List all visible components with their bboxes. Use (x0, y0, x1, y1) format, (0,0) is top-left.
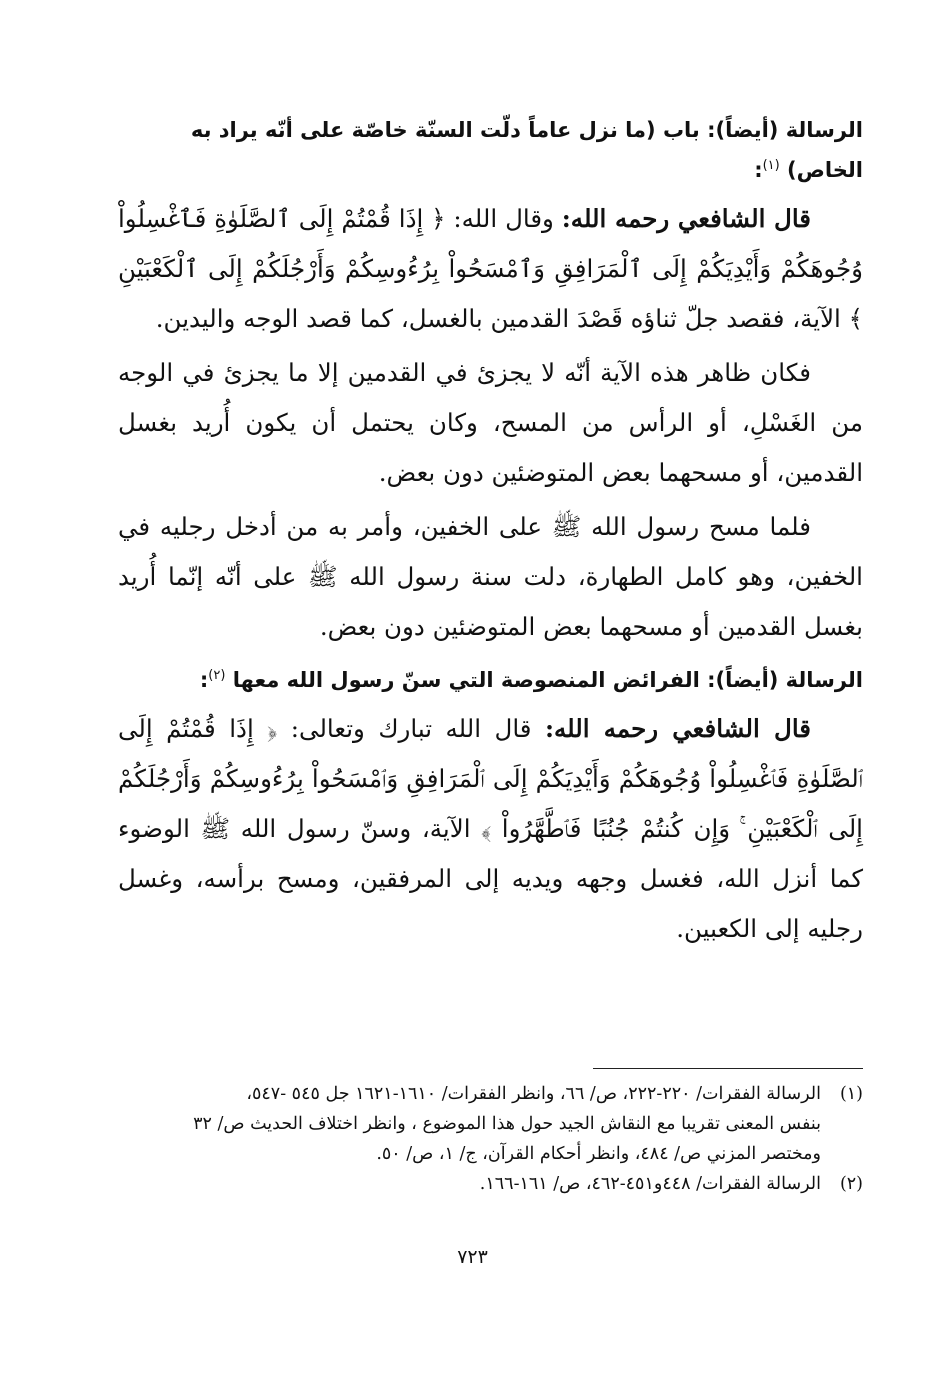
heading-colon: : (199, 668, 209, 692)
footnote-line (118, 1109, 863, 1139)
heading-colon: : (754, 158, 763, 182)
heading-text: الرسالة (أيضاً): باب (ما نزل عاماً دلّت السنّة خاصّة على أنّه يراد به الخاص) (190, 118, 863, 182)
paragraph-lead: قال الشافعي رحمه الله: (544, 714, 812, 743)
paragraph-text: وقال الله: ﴿ إِذَا قُمْتُمْ إِلَى ٱلصَّلَوٰةِ فَٱغْسِلُواْ وُجُوهَكُمْ وَأَيْدِيَكُمْ إِلَى ٱلْمَرَافِقِ وَٱمْسَحُواْ بِرُءُوسِكُمْ وَأَرْجُلَكُمْ إِلَى ٱلْكَعْبَيْنِ ﴾ الآية، فقصد جلّ ثناؤه قَصْدَ القدمين بالغسل، كما قصد الوجه واليدين. (118, 204, 863, 333)
footnote-text: الرسالة الفقرات/ ٢٢٠-٢٢٢، ص/ ٦٦، وانظر الفقرات/ ١٦١٠-١٦٢١ جل ٥٤٥ -٥٤٧، (246, 1084, 821, 1104)
paragraph-text: فلما مسح رسول الله ﷺ على الخفين، وأمر به من أدخل رجليه في الخفين، وهو كامل الطهارة، دلت سنة رسول الله ﷺ على أنّه إنّما أُريد بغسل القدمين أو مسحهما بعض المتوضئين دون بعض. (118, 512, 863, 641)
page-body (118, 112, 863, 958)
footnote-line (118, 1139, 863, 1169)
paragraph (118, 194, 863, 344)
section-heading (118, 112, 863, 188)
footnote-ref[interactable]: (١) (762, 158, 780, 173)
paragraph (118, 348, 863, 498)
paragraph-text: قال الله تبارك وتعالى: ﴿ إِذَا قُمْتُمْ إِلَى ٱلصَّلَوٰةِ فَٱغْسِلُواْ وُجُوهَكُمْ وَأَيْدِيَكُمْ إِلَى ٱلْمَرَافِقِ وَٱمْسَحُواْ بِرُءُوسِكُمْ وَأَرْجُلَكُمْ إِلَى ٱلْكَعْبَيْنِ ۚ وَإِن كُنتُمْ جُنُبًا فَٱطَّهَّرُواْ ﴾ الآية، وسنّ رسول الله ﷺ الوضوء كما أنزل الله، فغسل وجهه ويديه إلى المرفقين، ومسح برأسه، وغسل رجليه إلى الكعبين. (118, 714, 863, 943)
footnote-text: الرسالة الفقرات/ ٤٤٨و٤٥١-٤٦٢، ص/ ١٦١-١٦٦. (479, 1174, 821, 1194)
section-heading (118, 658, 863, 698)
page-number: ٧٢٣ (457, 1246, 488, 1268)
paragraph-text: فكان ظاهر هذه الآية أنّه لا يجزئ في القدمين إلا ما يجزئ في الوجه من الغَسْلِ، أو الرأس من المسح، وكان يحتمل أن يكون أُريد بغسل القدمين، أو مسحهما بعض المتوضئين دون بعض. (118, 358, 863, 487)
footnote-line (118, 1169, 863, 1199)
footnote-number: (٢) (839, 1174, 863, 1194)
footnote-number: (١) (839, 1084, 863, 1104)
footnote-divider (593, 1068, 863, 1069)
paragraph (118, 704, 863, 954)
paragraph-lead: قال الشافعي رحمه الله: (561, 204, 811, 233)
heading-text: الرسالة (أيضاً): الفرائض المنصوصة التي سنّ رسول الله معها (232, 668, 863, 692)
footnote-ref[interactable]: (٢) (208, 668, 226, 683)
paragraph (118, 502, 863, 652)
footnote-text: ومختصر المزني ص/ ٤٨٤، وانظر أحكام القرآن، ج/ ١، ص/ ٥٠. (376, 1144, 821, 1164)
footnotes (118, 1068, 863, 1199)
footnote-line (118, 1079, 863, 1109)
footnote-text: بنفس المعنى تقريبا مع النقاش الجيد حول هذا الموضوع ، وانظر اختلاف الحديث ص/ ٣٢ (193, 1114, 821, 1134)
